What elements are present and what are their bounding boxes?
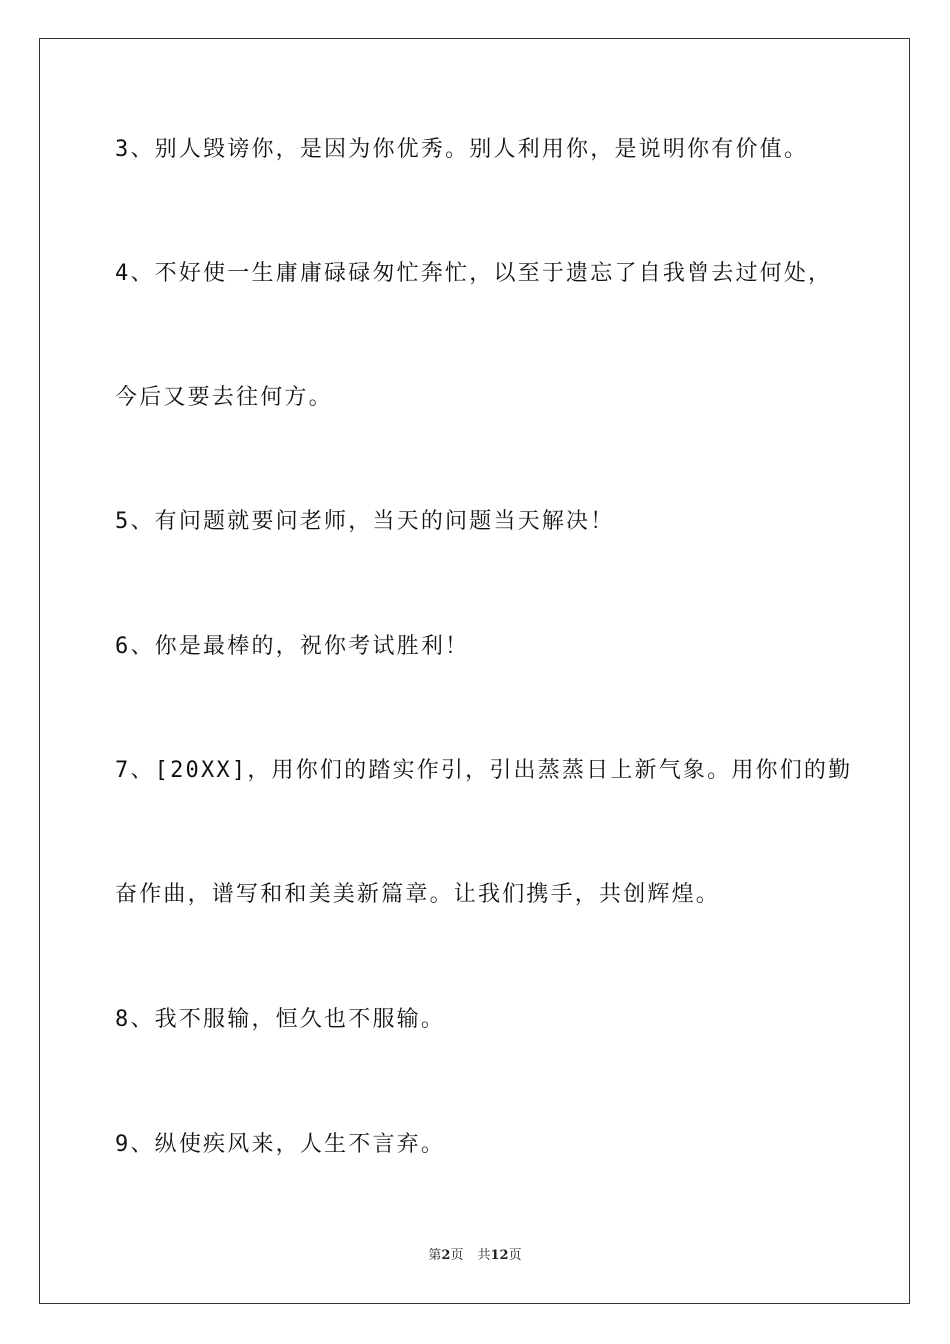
- text-line-3: 今后又要去往何方。: [115, 385, 333, 410]
- text-line-4: 5、有问题就要问老师，当天的问题当天解决！: [115, 509, 615, 534]
- footer-page-prefix: 第: [428, 1248, 442, 1263]
- text-line-2: 4、不好使一生庸庸碌碌匆忙奔忙，以至于遗忘了自我曾去过何处，: [115, 261, 833, 286]
- text-line-5: 6、你是最棒的，祝你考试胜利！: [115, 634, 470, 659]
- text-line-1: 3、别人毁谤你，是因为你优秀。别人利用你，是说明你有价值。: [115, 137, 809, 162]
- text-line-6: 7、[20XX]，用你们的踏实作引，引出蒸蒸日上新气象。用你们的勤: [115, 758, 853, 783]
- text-line-7: 奋作曲，谱写和和美美新篇章。让我们携手，共创辉煌。: [115, 882, 721, 907]
- footer-total-prefix: 共: [477, 1248, 491, 1263]
- text-line-9: 9、纵使疾风来，人生不言弃。: [115, 1132, 446, 1157]
- footer-total-pages: 12: [490, 1248, 509, 1263]
- footer-page-number: 2: [441, 1248, 451, 1263]
- page-frame: [39, 38, 910, 1304]
- page-footer: [0, 1248, 950, 1264]
- footer-total-suffix: 页: [508, 1248, 522, 1263]
- text-line-8: 8、我不服输，恒久也不服输。: [115, 1007, 446, 1032]
- footer-page-suffix: 页: [450, 1248, 464, 1263]
